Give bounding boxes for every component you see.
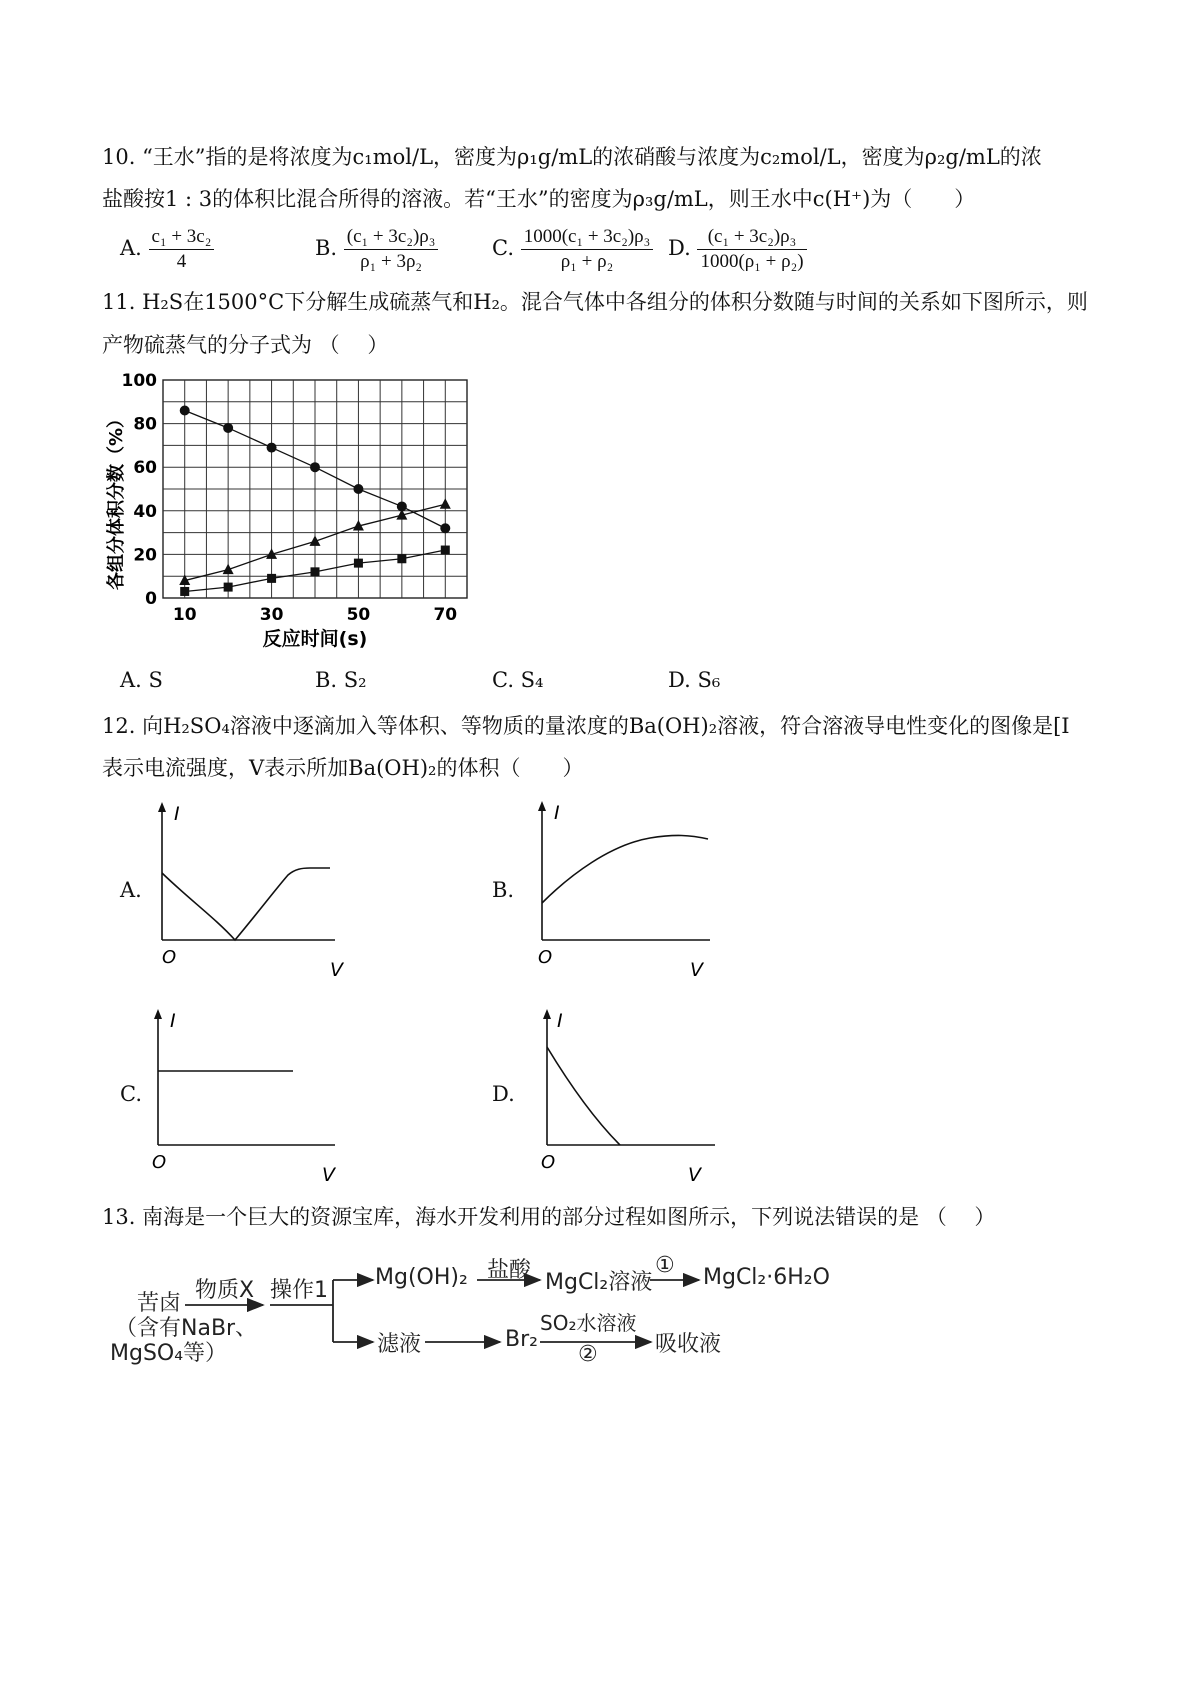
- denominator: ρ₁ + 3ρ₂: [360, 251, 423, 272]
- q11-option-d: D. S₆: [668, 668, 721, 692]
- q12-graph-d: [535, 1005, 735, 1190]
- data-point-circle: [180, 406, 190, 416]
- q11-chart: [100, 365, 480, 660]
- q10-option-c: [492, 225, 653, 274]
- data-point-square: [397, 554, 406, 563]
- data-point-square: [354, 559, 363, 568]
- x-tick-label: 10: [172, 605, 197, 625]
- fraction: [149, 225, 215, 274]
- flow-absorb: 吸收液: [655, 1332, 722, 1357]
- curve: [542, 835, 708, 903]
- flow-br2: Br₂: [505, 1327, 538, 1352]
- data-point-circle: [353, 484, 363, 494]
- fraction: [697, 225, 806, 274]
- denominator: 4: [176, 251, 187, 272]
- q13-line1: 13. 南海是一个巨大的资源宝库，海水开发利用的部分过程如图所示，下列说法错误的是 （ ）: [102, 1205, 996, 1229]
- y-tick-label: 20: [133, 545, 157, 566]
- flow-mgcl-hydrate: MgCl₂·6H₂O: [703, 1265, 830, 1290]
- flow-step-2: ②: [578, 1342, 598, 1367]
- option-label: D.: [668, 236, 691, 260]
- numerator: 1000(c₁ + 3c₂)ρ₃: [521, 225, 654, 250]
- flow-so2: SO₂水溶液: [540, 1311, 637, 1335]
- numerator: (c₁ + 3c₂)ρ₃: [697, 225, 806, 250]
- data-point-circle: [267, 443, 277, 453]
- option-label: B.: [315, 236, 338, 260]
- data-point-circle: [440, 523, 450, 533]
- x-axis-label: 反应时间(s): [262, 628, 368, 650]
- fraction: [521, 225, 654, 274]
- flow-start-line3: MgSO₄等）: [110, 1341, 228, 1366]
- axis-v-label: V: [330, 959, 343, 981]
- q10-option-b: [315, 225, 438, 274]
- numerator: c₁ + 3c₂: [149, 225, 215, 250]
- numerator: (c₁ + 3c₂)ρ₃: [344, 225, 439, 250]
- origin-label: O: [162, 947, 177, 968]
- flow-start-line2: （含有NaBr、: [115, 1316, 258, 1341]
- q11-line2: 产物硫蒸气的分子式为 （ ）: [102, 333, 389, 357]
- q11-line1: 11. H₂S在1500°C下分解生成硫蒸气和H₂。混合气体中各组分的体积分数随与时间的关系如下图所示，则: [102, 290, 1088, 314]
- y-tick-label: 0: [145, 589, 157, 609]
- y-tick-label: 40: [133, 501, 157, 522]
- q11-option-b: B. S₂: [315, 668, 367, 692]
- q12-graph-c: [150, 1005, 350, 1190]
- axis-i-label: I: [174, 803, 180, 825]
- data-point-square: [180, 587, 189, 596]
- flow-arrows: [115, 1255, 835, 1375]
- flow-mgoh: Mg(OH)₂: [375, 1265, 468, 1290]
- option-label: C.: [492, 236, 514, 260]
- curve: [547, 1047, 620, 1145]
- x-tick-label: 50: [346, 605, 371, 625]
- q12-option-d-label: D.: [492, 1082, 515, 1106]
- origin-label: O: [541, 1152, 556, 1173]
- axis-i-label: I: [554, 802, 560, 824]
- data-point-triangle: [440, 498, 451, 509]
- origin-label: O: [538, 947, 553, 968]
- flow-mgcl-solution: MgCl₂溶液: [545, 1270, 653, 1295]
- curve: [162, 868, 330, 940]
- q10-option-a: [120, 225, 214, 274]
- x-tick-label: 70: [433, 605, 458, 625]
- q12-graph-a: [150, 800, 350, 985]
- axis-v-label: V: [322, 1164, 335, 1186]
- data-point-square: [311, 567, 320, 576]
- q12-option-b-label: B.: [492, 878, 515, 902]
- y-tick-label: 60: [133, 458, 157, 479]
- data-point-circle: [310, 462, 320, 472]
- origin-label: O: [152, 1152, 167, 1173]
- chart-grid: [163, 380, 467, 598]
- y-tick-label: 80: [133, 414, 157, 435]
- q11-option-c: C. S₄: [492, 668, 544, 692]
- denominator: ρ₁ + ρ₂: [560, 251, 614, 272]
- y-tick-label: 100: [121, 371, 157, 391]
- data-point-square: [267, 574, 276, 583]
- x-tick-label: 30: [259, 605, 284, 625]
- axis-i-label: I: [557, 1010, 563, 1032]
- axis-v-label: V: [688, 1164, 701, 1186]
- q10-option-d: [668, 225, 807, 274]
- axis-v-label: V: [690, 959, 703, 981]
- denominator: 1000(ρ₁ + ρ₂): [700, 251, 804, 272]
- y-axis-label: 各组分体积分数（%）: [106, 409, 127, 591]
- data-point-circle: [223, 423, 233, 433]
- q10-line1: 10. “王水”指的是将浓度为c₁mol/L，密度为ρ₁g/mL的浓硝酸与浓度为c₂mol/L，密度为ρ₂g/mL的浓: [102, 145, 1042, 169]
- q12-option-c-label: C.: [120, 1082, 142, 1106]
- q11-option-a: A. S: [120, 668, 163, 692]
- q12-line1: 12. 向H₂SO₄溶液中逐滴加入等体积、等物质的量浓度的Ba(OH)₂溶液，符合溶液导电性变化的图像是[I: [102, 714, 1070, 738]
- axis-i-label: I: [170, 1010, 176, 1032]
- flow-step-op: 操作1: [270, 1278, 328, 1303]
- chart-ticks: [122, 371, 458, 625]
- q12-line2: 表示电流强度，V表示所加Ba(OH)₂的体积（ ）: [102, 756, 584, 780]
- data-point-square: [441, 546, 450, 555]
- flow-step-1: ①: [655, 1253, 675, 1278]
- data-point-square: [224, 583, 233, 592]
- flow-step-x: 物质X: [195, 1278, 255, 1303]
- q12-graph-b: [530, 795, 730, 985]
- flow-filtrate: 滤液: [377, 1332, 422, 1357]
- flow-start-line1: 苦卤: [137, 1291, 182, 1316]
- flow-hcl: 盐酸: [487, 1258, 532, 1283]
- option-label: A.: [120, 236, 142, 260]
- q10-line2: 盐酸按1 : 3的体积比混合所得的溶液。若“王水”的密度为ρ₃g/mL，则王水中c(H⁺)为（ ）: [102, 187, 976, 211]
- q12-option-a-label: A.: [120, 878, 142, 902]
- fraction: [344, 225, 439, 274]
- q13-flow-diagram: [110, 1253, 835, 1375]
